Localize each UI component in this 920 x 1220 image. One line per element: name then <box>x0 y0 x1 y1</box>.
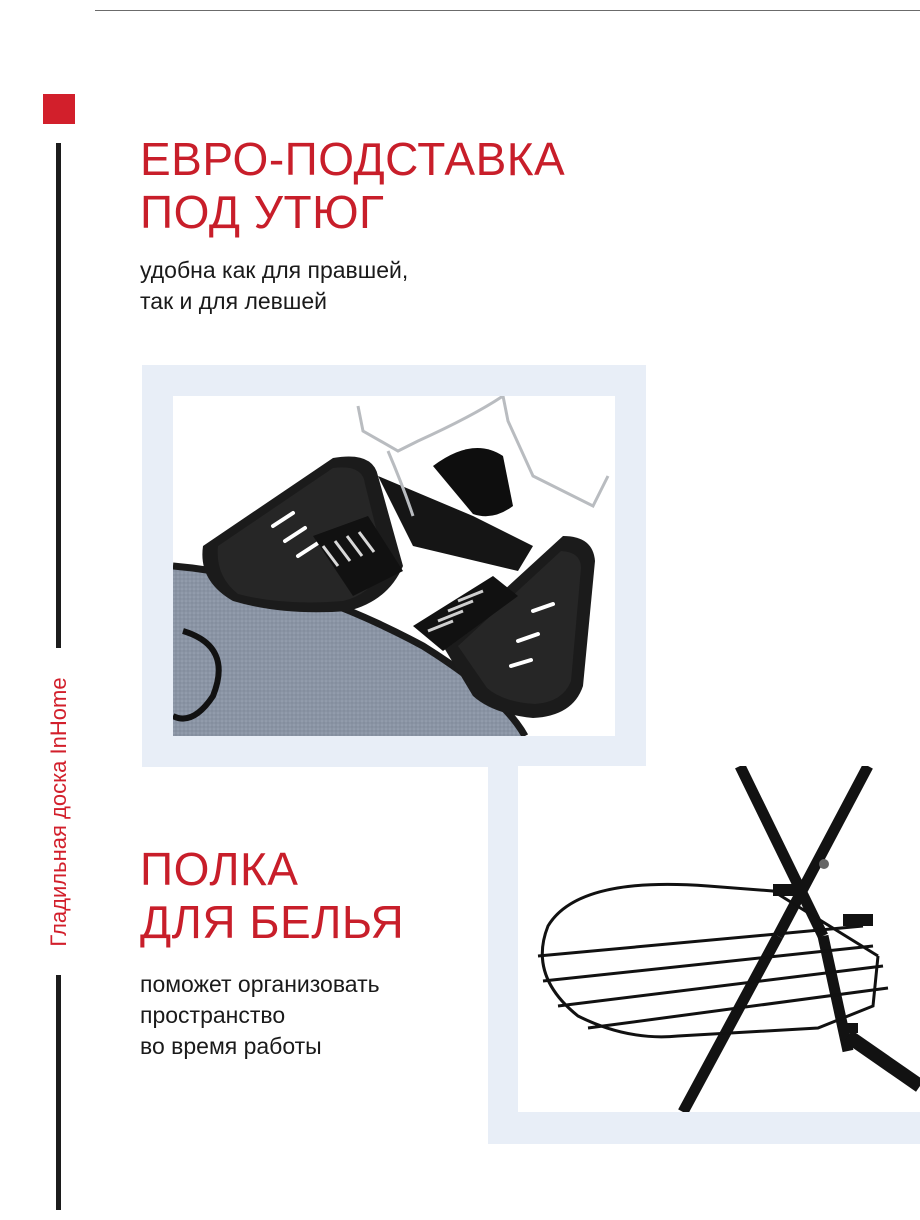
side-line-top <box>56 143 61 648</box>
section2-text-line3: во время работы <box>140 1033 322 1059</box>
section2-title <box>140 843 404 949</box>
section2-title-line1: ПОЛКА <box>140 843 299 895</box>
section1-title <box>140 133 565 239</box>
iron-rest-illustration <box>173 396 615 736</box>
section2-title-line2: ДЛЯ БЕЛЬЯ <box>140 896 405 948</box>
section2-text-line1: поможет организовать <box>140 971 380 997</box>
linen-shelf-photo <box>518 766 920 1112</box>
section2-text-line2: пространство <box>140 1002 286 1028</box>
side-brand-label: Гладильная доска InHome <box>46 677 71 947</box>
iron-rest-photo <box>173 396 615 736</box>
section2-description <box>140 969 380 1062</box>
section1-description <box>140 255 408 317</box>
section1-text-line1: удобна как для правшей, <box>140 257 409 283</box>
side-line-bottom <box>56 975 61 1210</box>
linen-shelf-illustration <box>518 766 920 1112</box>
section1-text-line2: так и для левшей <box>140 288 327 314</box>
red-accent-square <box>43 94 75 124</box>
section1-title-line1: ЕВРО-ПОДСТАВКА <box>140 133 566 185</box>
top-divider <box>95 10 920 11</box>
section1-title-line2: ПОД УТЮГ <box>140 186 385 238</box>
